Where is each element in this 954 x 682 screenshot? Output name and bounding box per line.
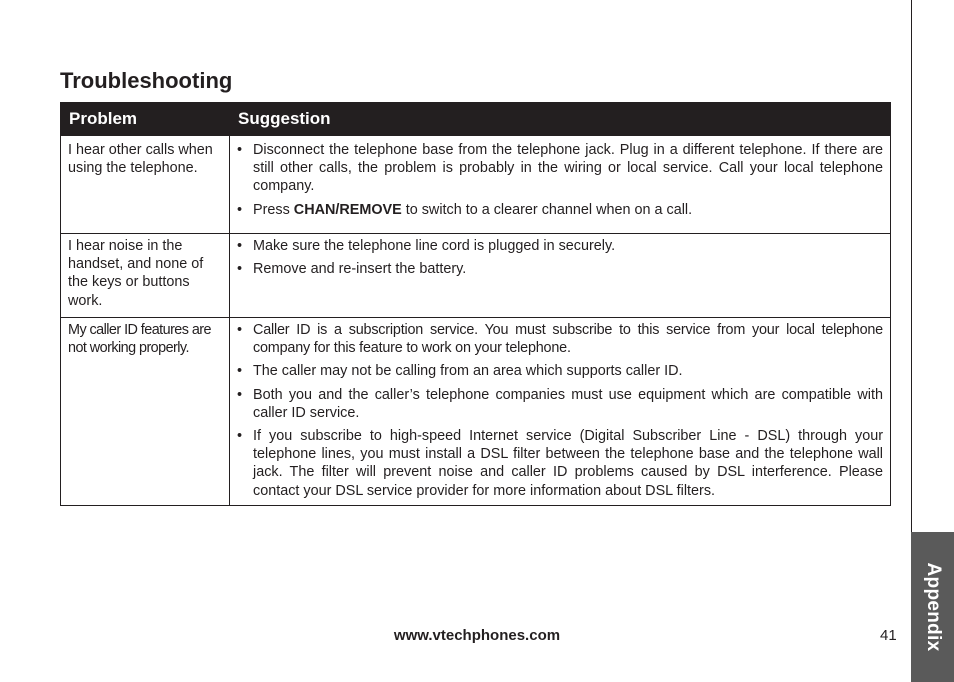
problem-text: My caller ID features are not working properly. — [68, 322, 212, 357]
list-item — [237, 362, 883, 380]
list-item — [237, 201, 883, 219]
page-number: 41 — [880, 627, 897, 644]
problem-cell — [61, 318, 230, 506]
suggestion-text: Disconnect the telephone base from the telephone jack. Plug in a different telephone. If there are still other calls, the problem is probably in the wiring or local service. Call your local telephone company. — [253, 142, 883, 195]
table-row — [61, 234, 891, 318]
problem-cell: I hear other calls when using the telephone. — [61, 136, 230, 234]
suggestion-cell — [230, 136, 891, 234]
appendix-tab[interactable] — [911, 532, 954, 682]
suggestion-text: If you subscribe to high-speed Internet service (Digital Subscriber Line - DSL) through your telephone lines, you must install a DSL filter between the telephone base and the telephone wall jack. The filter will prevent noise and caller ID problems caused by DSL interference. Please contact your DSL service provider for more information about DSL filters. — [253, 428, 883, 499]
list-item — [237, 237, 883, 255]
bullet-icon: • — [237, 363, 243, 380]
list-item — [237, 427, 883, 500]
suggestion-text-post: to switch to a clearer channel when on a call. — [401, 201, 693, 218]
suggestion-text: Remove and re-insert the battery. — [253, 261, 467, 278]
suggestion-text-pre: Press — [253, 201, 294, 218]
suggestion-cell — [230, 318, 891, 506]
table-row — [61, 318, 891, 506]
list-item — [237, 260, 883, 278]
troubleshooting-table — [60, 102, 891, 506]
suggestion-text: Make sure the telephone line cord is plugged in securely. — [253, 238, 616, 254]
header-suggestion: Suggestion — [230, 103, 891, 136]
suggestion-list — [237, 321, 883, 500]
bullet-icon: • — [237, 142, 243, 158]
key-name-chan-remove: CHAN/REMOVE — [293, 201, 402, 218]
appendix-tab-label: Appendix — [922, 562, 944, 652]
problem-cell: I hear noise in the handset, and none of the keys or buttons work. — [61, 234, 230, 318]
list-item — [237, 386, 883, 422]
bullet-icon: • — [237, 238, 243, 254]
list-item — [237, 321, 883, 357]
footer-url-link[interactable]: www.vtechphones.com — [393, 627, 561, 644]
list-item — [237, 141, 883, 196]
suggestion-list — [237, 141, 883, 219]
side-divider-line — [911, 0, 912, 532]
suggestion-text: Caller ID is a subscription service. You must subscribe to this service from your local telephone company for this feature to work on your telephone. — [253, 322, 883, 357]
bullet-icon: • — [237, 261, 243, 278]
page-title: Troubleshooting — [60, 68, 233, 93]
suggestion-list — [237, 237, 883, 278]
bullet-icon: • — [237, 201, 243, 218]
bullet-icon: • — [237, 428, 243, 445]
suggestion-cell — [230, 234, 891, 318]
header-problem: Problem — [61, 103, 230, 136]
bullet-icon: • — [237, 322, 243, 338]
table-row — [61, 136, 891, 234]
table-header-row — [61, 103, 891, 136]
bullet-icon: • — [237, 386, 243, 403]
suggestion-text: The caller may not be calling from an area which supports caller ID. — [253, 363, 683, 380]
suggestion-text: Both you and the caller’s telephone companies must use equipment which are compatible with caller ID service. — [253, 386, 883, 421]
